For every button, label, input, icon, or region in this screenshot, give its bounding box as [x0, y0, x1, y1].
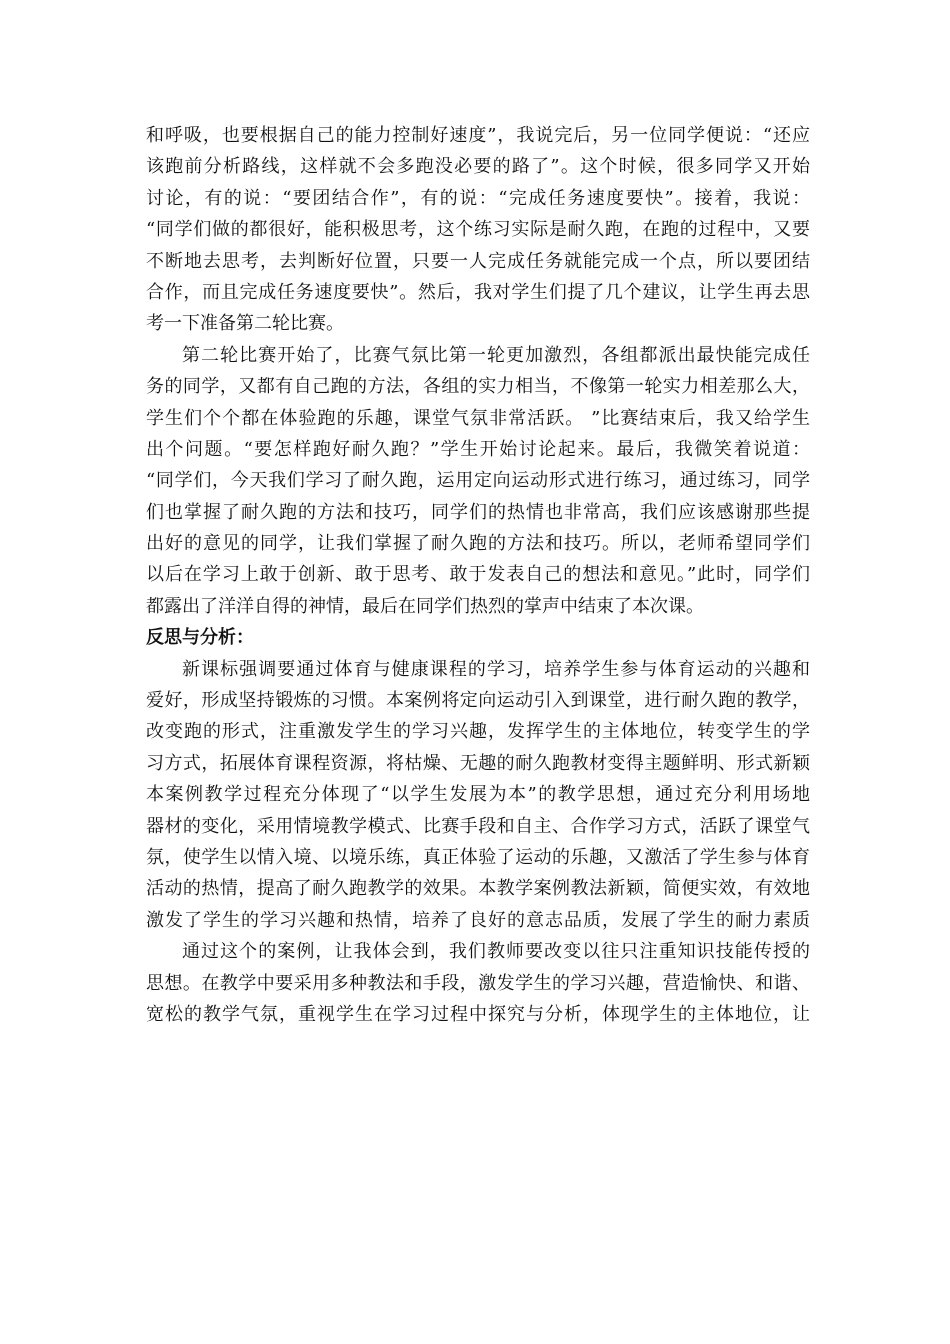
text-line: 改变跑的形式，注重激发学生的学习兴趣，发挥学生的主体地位，转变学生的学: [146, 721, 810, 743]
text-line: 习方式，拓展体育课程资源，将枯燥、无趣的耐久跑教材变得主题鲜明、形式新颖: [146, 752, 810, 774]
text-line: 考一下准备第二轮比赛。: [146, 313, 344, 335]
text-line: 第二轮比赛开始了，比赛气氛比第一轮更加激烈，各组都派出最快能完成任: [182, 344, 810, 366]
text-line: 思想。在教学中要采用多种教法和手段，激发学生的学习兴趣，营造愉快、和谐、: [146, 972, 810, 994]
paragraph-conclusion: [146, 936, 810, 1030]
text-line: 以后在学习上敢于创新、敢于思考、敢于发表自己的想法和意见。”此时，同学们: [146, 564, 810, 586]
text-line: 新课标强调要通过体育与健康课程的学习，培养学生参与体育运动的兴趣和: [182, 658, 810, 680]
paragraph-dialogue: [146, 120, 810, 340]
text-line: 该跑前分析路线，这样就不会多跑没必要的路了”。这个时候，很多同学又开始: [146, 156, 810, 178]
text-line: 学生们个个都在体验跑的乐趣，课堂气氛非常活跃。 ”比赛结束后，我又给学生: [146, 407, 810, 429]
text-line: 不断地去思考，去判断好位置，只要一人完成任务就能完成一个点，所以要团结: [146, 250, 810, 272]
text-line: 爱好，形成坚持锻炼的习惯。本案例将定向运动引入到课堂，进行耐久跑的教学，: [146, 690, 810, 712]
document-body: [146, 120, 810, 1030]
text-line: 器材的变化，采用情境教学模式、比赛手段和自主、合作学习方式，活跃了课堂气: [146, 815, 810, 837]
text-line: 们也掌握了耐久跑的方法和技巧，同学们的热情也非常高，我们应该感谢那些提: [146, 501, 810, 523]
text-line: 合作，而且完成任务速度要快”。然后，我对学生们提了几个建议，让学生再去思: [146, 281, 810, 303]
paragraph-reflection: [146, 654, 810, 937]
paragraph-second-round: [146, 340, 810, 623]
text-line: 出好的意见的同学，让我们掌握了耐久跑的方法和技巧。所以，老师希望同学们: [146, 533, 810, 555]
text-line: 活动的热情，提高了耐久跑教学的效果。本教学案例教法新颖，简便实效，有效地: [146, 878, 810, 900]
section-heading: 反思与分析：: [146, 627, 254, 649]
text-line: 讨论，有的说：“要团结合作”，有的说：“完成任务速度要快”。接着，我说：: [146, 187, 810, 209]
text-line: 本案例教学过程充分体现了“以学生发展为本”的教学思想，通过充分利用场地: [146, 784, 810, 806]
text-line: 激发了学生的学习兴趣和热情，培养了良好的意志品质，发展了学生的耐力素质: [146, 909, 810, 931]
text-line: 氛，使学生以情入境、以境乐练，真正体验了运动的乐趣，又激活了学生参与体育: [146, 846, 810, 868]
text-line: 都露出了洋洋自得的神情，最后在同学们热烈的掌声中结束了本次课。: [146, 595, 704, 617]
text-line: “同学们，今天我们学习了耐久跑，运用定向运动形式进行练习，通过练习，同学: [146, 470, 810, 492]
text-line: 出个问题。“要怎样跑好耐久跑？”学生开始讨论起来。最后，我微笑着说道：: [146, 438, 810, 460]
text-line: 务的同学，又都有自己跑的方法，各组的实力相当，不像第一轮实力相差那么大，: [146, 376, 810, 398]
text-line: 和呼吸，也要根据自己的能力控制好速度”，我说完后，另一位同学便说：“还应: [146, 125, 810, 146]
text-line: 通过这个的案例，让我体会到，我们教师要改变以往只注重知识技能传授的: [182, 941, 810, 963]
text-line: “同学们做的都很好，能积极思考，这个练习实际是耐久跑，在跑的过程中，又要: [146, 219, 810, 241]
text-line: 宽松的教学气氛，重视学生在学习过程中探究与分析，体现学生的主体地位，让: [146, 1003, 810, 1025]
